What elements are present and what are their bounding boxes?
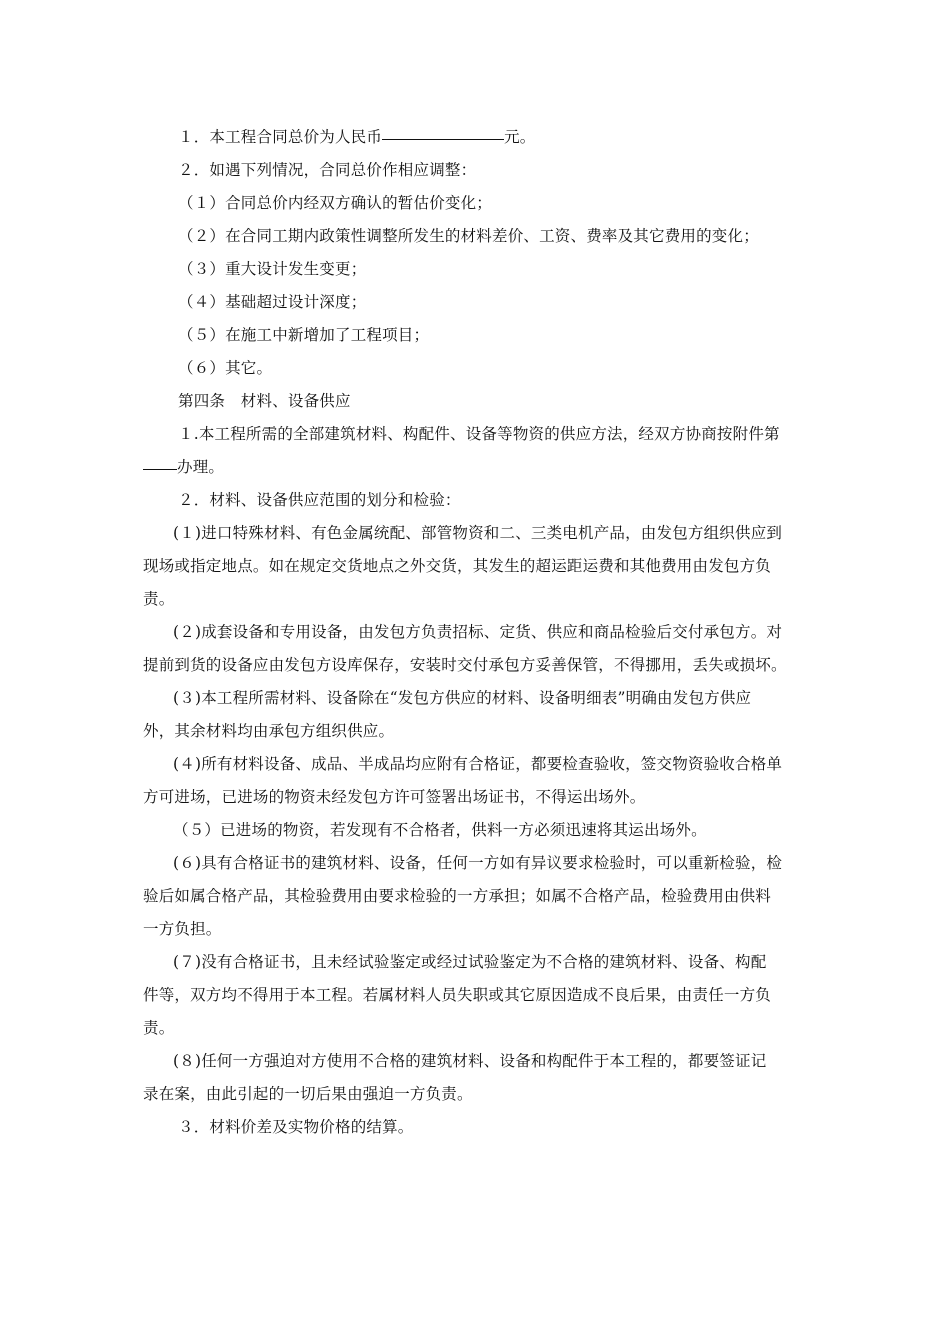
supply-7-line-2: 件等，双方均不得用于本工程。若属材料人员失职或其它原因造成不良后果，由责任一方负 (143, 986, 772, 1004)
clause-total-price-text: １．本工程合同总价为人民币 (178, 128, 383, 146)
condition-4: （４）基础超过设计深度； (178, 293, 367, 311)
supply-8-line-2: 录在案，由此引起的一切后果由强迫一方负责。 (143, 1085, 473, 1103)
article-4-item-1-line-1: １.本工程所需的全部建筑材料、构配件、设备等物资的供应方法，经双方协商按附件第 (178, 425, 780, 443)
article-4-item-1-suffix: 办理。 (177, 458, 225, 476)
condition-1: （１）合同总价内经双方确认的暂估价变化； (178, 194, 493, 212)
supply-1-line-1: (１)进口特殊材料、有色金属统配、部管物资和二、三类电机产品，由发包方组织供应到 (173, 524, 783, 542)
document-body (143, 121, 808, 1144)
article-4-heading: 第四条 材料、设备供应 (178, 392, 351, 410)
supply-1-line-3: 责。 (143, 590, 175, 608)
supply-6-line-3: 一方负担。 (143, 920, 222, 938)
clause-price-adjustment: ２．如遇下列情况，合同总价作相应调整： (178, 161, 477, 179)
supply-6-line-2: 验后如属合格产品，其检验费用由要求检验的一方承担；如属不合格产品，检验费用由供料 (143, 887, 772, 905)
supply-7-line-3: 责。 (143, 1019, 175, 1037)
price-blank (382, 138, 504, 140)
supply-5: （５）已进场的物资，若发现有不合格者，供料一方必须迅速将其运出场外。 (173, 821, 707, 839)
supply-8-line-1: (８)任何一方强迫对方使用不合格的建筑材料、设备和构配件于本工程的，都要签证记 (173, 1052, 767, 1070)
condition-6: （６）其它。 (178, 359, 273, 377)
supply-1-line-2: 现场或指定地点。如在规定交货地点之外交货，其发生的超运距运费和其他费用由发包方负 (143, 557, 772, 575)
supply-2-line-2: 提前到货的设备应由发包方设库保存，安装时交付承包方妥善保管，不得挪用，丢失或损坏。 (143, 656, 787, 674)
supply-4-line-2: 方可进场，已进场的物资未经发包方许可签署出场证书，不得运出场外。 (143, 788, 646, 806)
clause-total-price-suffix: 元。 (504, 128, 536, 146)
condition-3: （３）重大设计发生变更； (178, 260, 367, 278)
condition-5: （５）在施工中新增加了工程项目； (178, 326, 430, 344)
supply-6-line-1: (６)具有合格证书的建筑材料、设备，任何一方如有异议要求检验时，可以重新检验，检 (173, 854, 783, 872)
article-4-item-2: ２．材料、设备供应范围的划分和检验： (178, 491, 461, 509)
supply-7-line-1: (７)没有合格证书，且未经试验鉴定或经过试验鉴定为不合格的建筑材料、设备、构配 (173, 953, 767, 971)
article-4-item-1-line-2 (143, 451, 808, 484)
supply-3-line-2: 外，其余材料均由承包方组织供应。 (143, 722, 395, 740)
supply-3-line-1: (３)本工程所需材料、设备除在“发包方供应的材料、设备明细表”明确由发包方供应 (173, 689, 752, 707)
attachment-blank (143, 468, 177, 470)
supply-2-line-1: (２)成套设备和专用设备，由发包方负责招标、定货、供应和商品检验后交付承包方。对 (173, 623, 783, 641)
supply-4-line-1: (４)所有材料设备、成品、半成品均应附有合格证，都要检查验收，签交物资验收合格单 (173, 755, 783, 773)
article-4-item-3: ３．材料价差及实物价格的结算。 (178, 1118, 414, 1136)
condition-2: （２）在合同工期内政策性调整所发生的材料差价、工资、费率及其它费用的变化； (178, 227, 759, 245)
clause-total-price (143, 121, 808, 154)
